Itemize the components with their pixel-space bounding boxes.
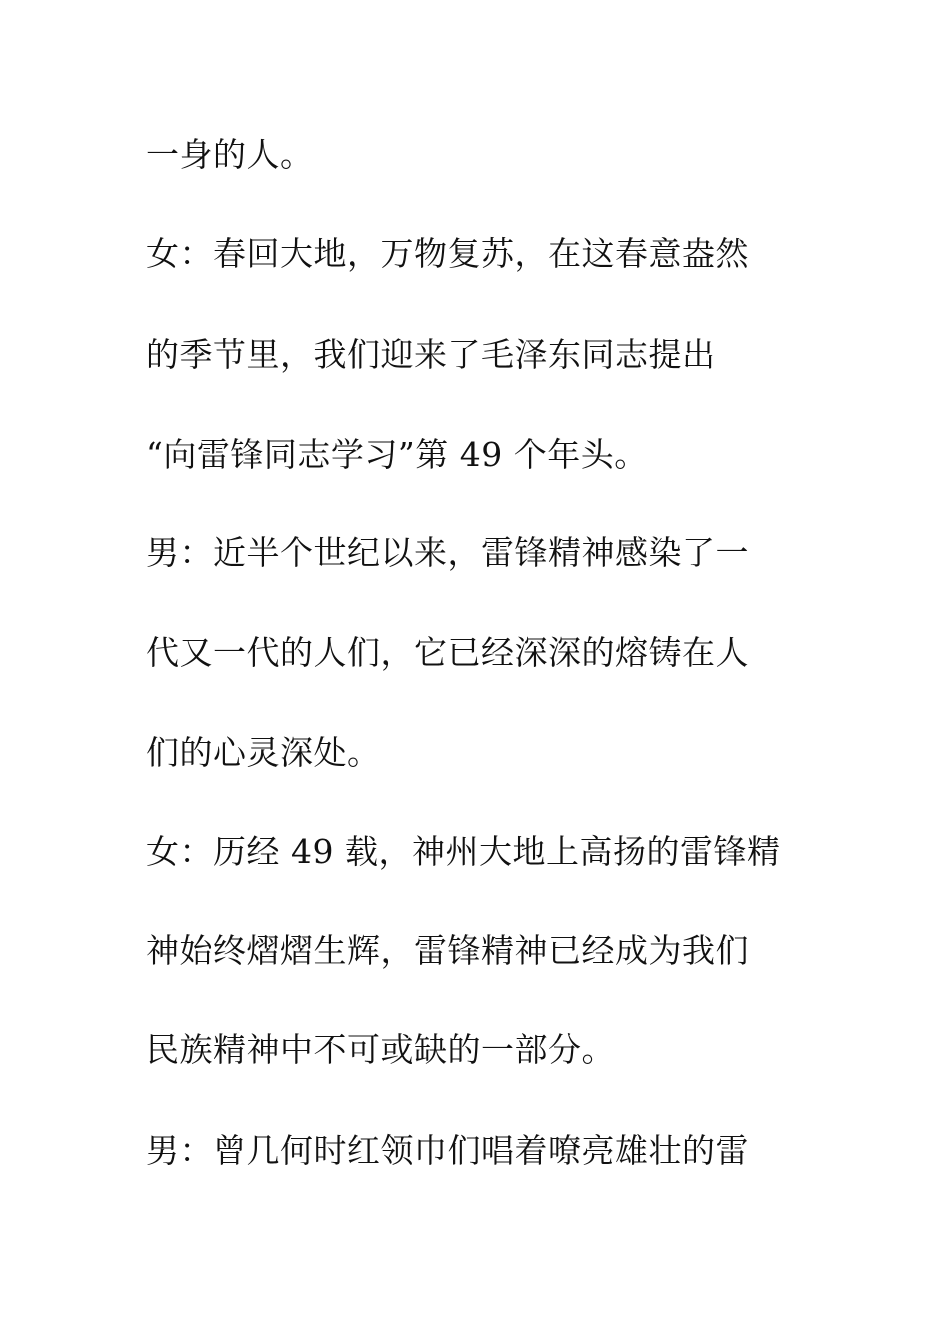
text-line: 的季节里，我们迎来了毛泽东同志提出 [146, 335, 716, 374]
text-line: 神始终熠熠生辉，雷锋精神已经成为我们 [146, 931, 749, 970]
text-line: 们的心灵深处。 [146, 733, 381, 772]
text-line: 男：曾几何时红领巾们唱着嘹亮雄壮的雷 [146, 1131, 749, 1170]
text-line: 女：历经 49 载，神州大地上高扬的雷锋精 [146, 832, 781, 871]
text-line: 民族精神中不可或缺的一部分。 [146, 1030, 615, 1069]
text-line: 男：近半个世纪以来，雷锋精神感染了一 [146, 533, 749, 572]
text-line: 一身的人。 [146, 135, 314, 174]
text-line: 代又一代的人们，它已经深深的熔铸在人 [146, 633, 749, 672]
text-line: “向雷锋同志学习”第 49 个年头。 [146, 435, 648, 474]
text-line: 女：春回大地，万物复苏，在这春意盎然 [146, 234, 749, 273]
